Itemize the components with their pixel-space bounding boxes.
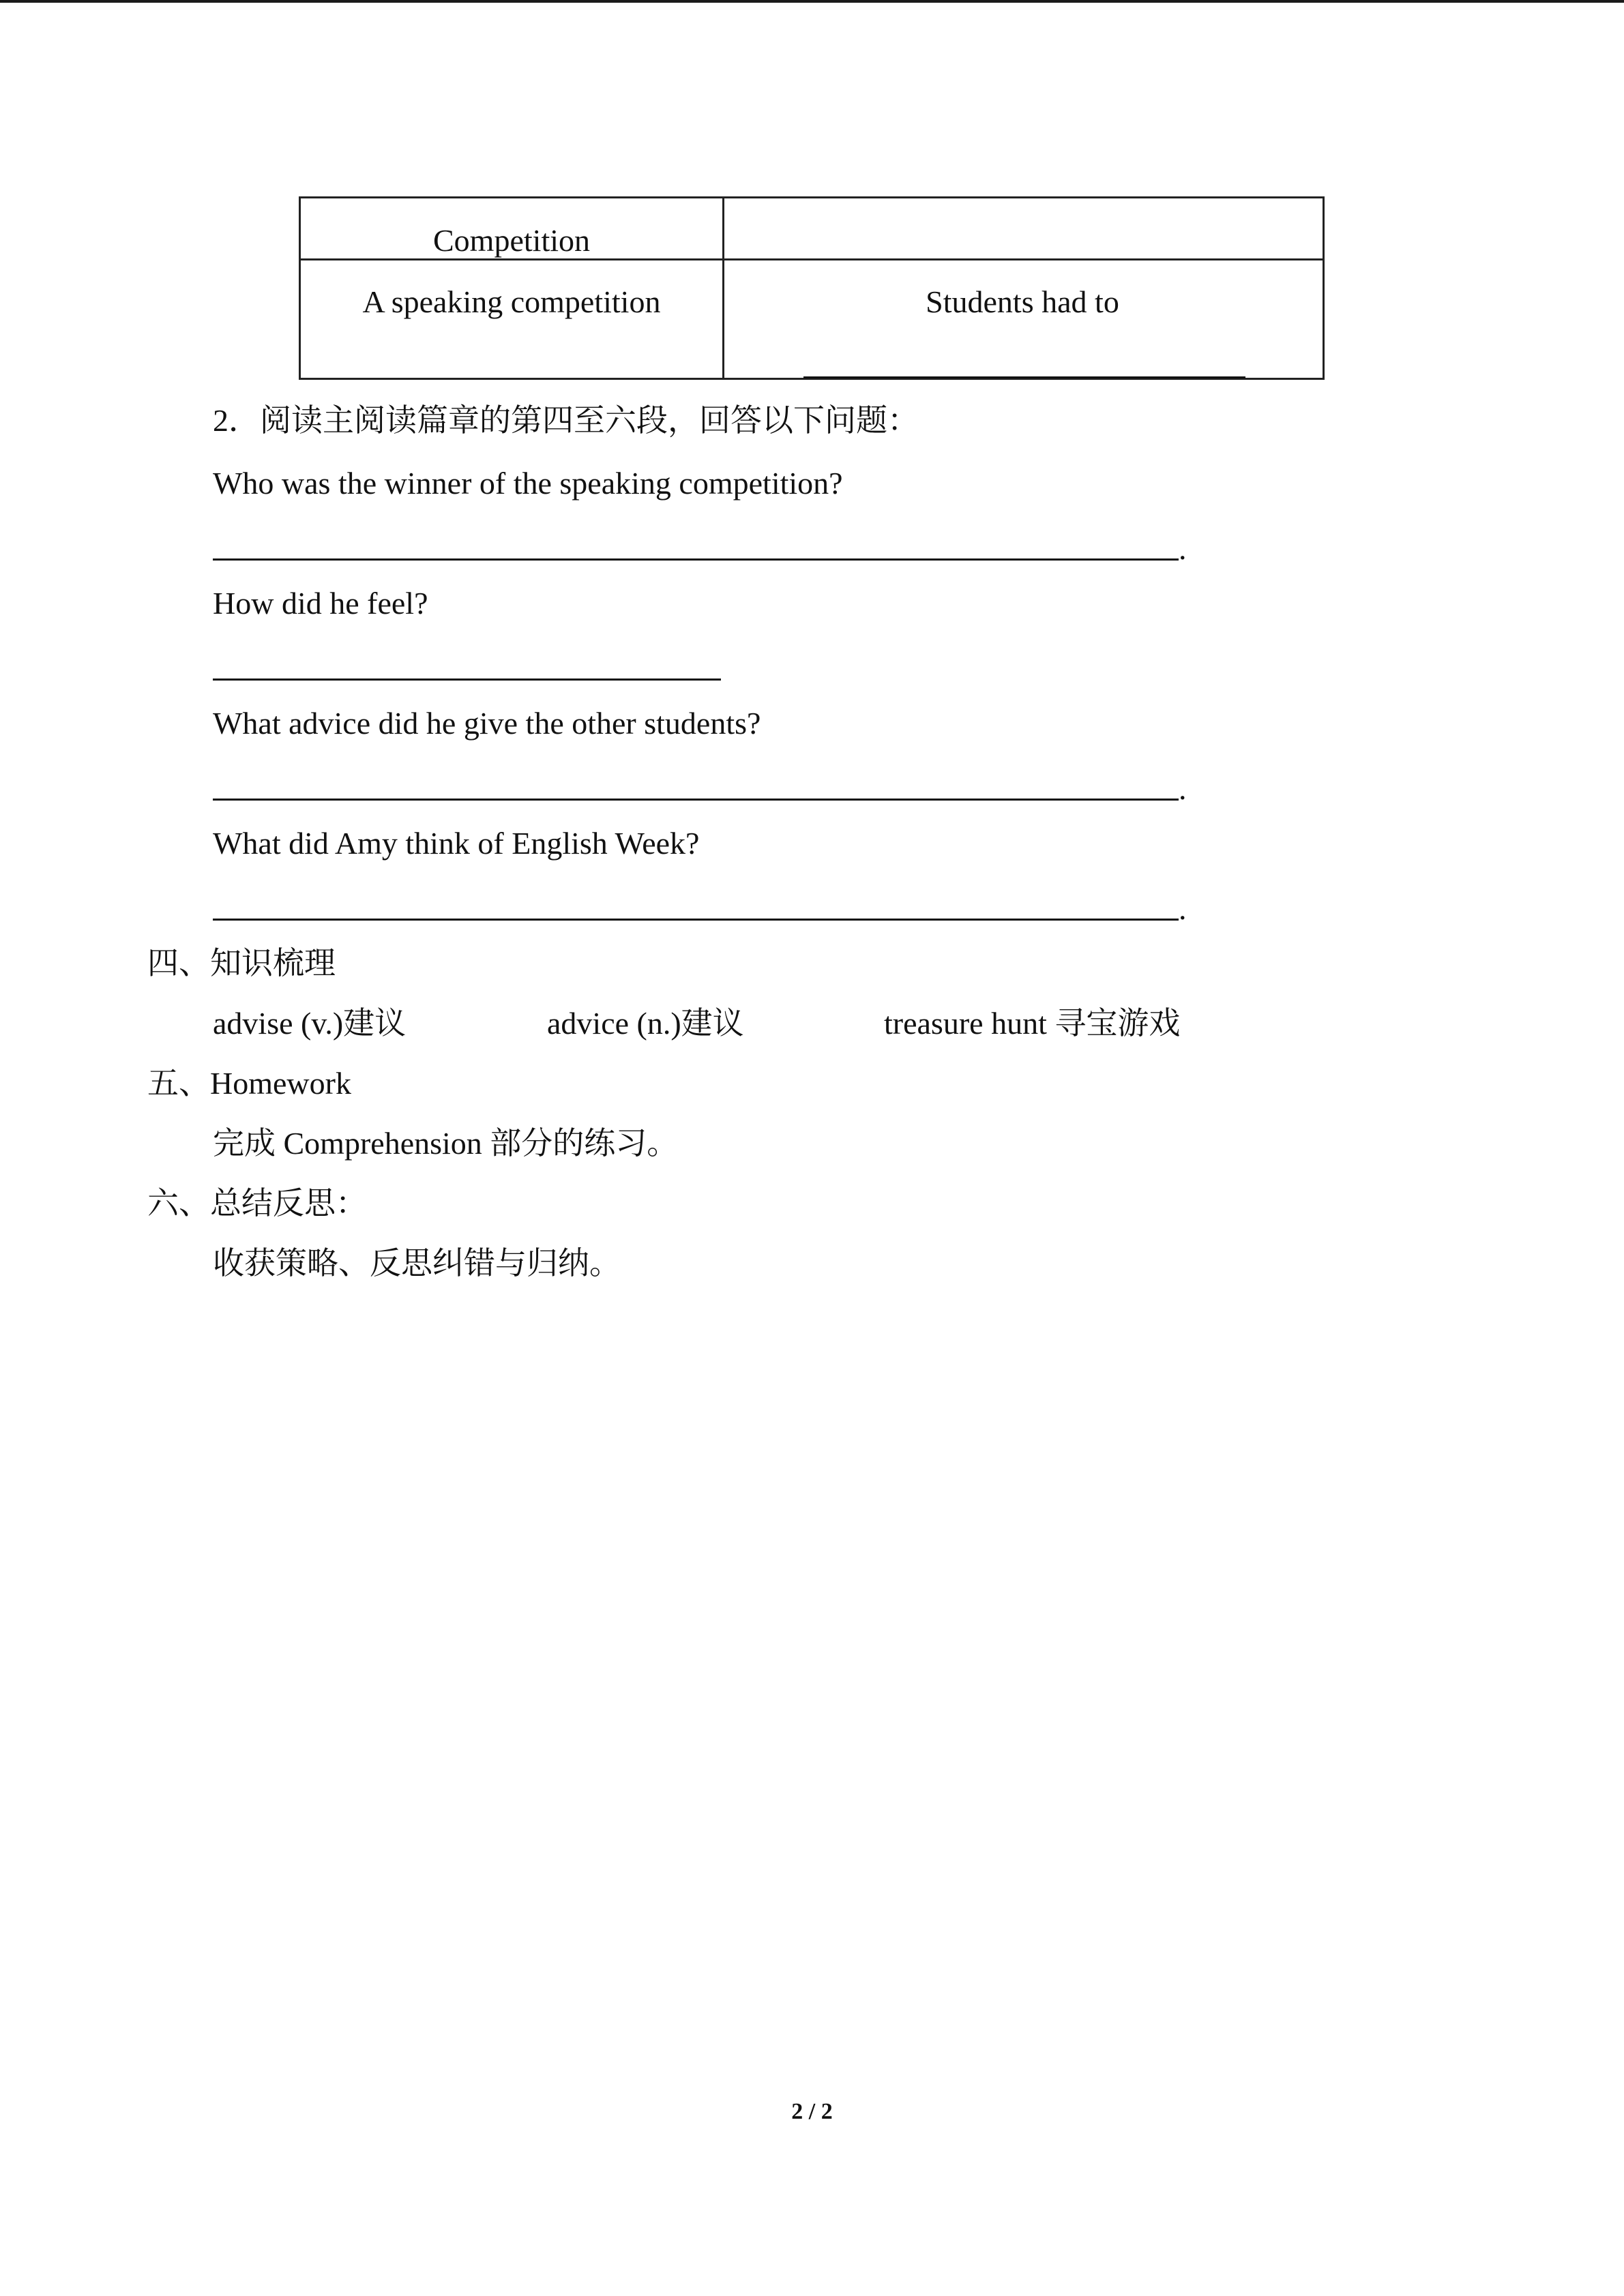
question-1: Who was the winner of the speaking competition? bbox=[213, 466, 843, 501]
section-6-heading: 六、总结反思： bbox=[147, 1186, 367, 1221]
answer-line-3-period: . bbox=[1179, 771, 1187, 806]
vocab-item-advice: advice (n.)建议 bbox=[547, 1006, 744, 1041]
section-4-heading: 四、知识梳理 bbox=[147, 946, 336, 981]
table-row-divider bbox=[301, 258, 1323, 260]
vocab-item-advise: advise (v.)建议 bbox=[213, 1006, 407, 1041]
table-answer-blank[interactable] bbox=[803, 376, 1245, 378]
table-cell-students-had-to: Students had to bbox=[926, 284, 1119, 319]
section-5-heading: 五、Homework bbox=[147, 1066, 351, 1101]
table-cell-competition-header: Competition bbox=[433, 223, 590, 258]
answer-line-1-period: . bbox=[1179, 531, 1187, 566]
vocab-item-treasure-hunt: treasure hunt 寻宝游戏 bbox=[884, 1006, 1181, 1041]
answer-line-1[interactable] bbox=[213, 558, 1179, 561]
reflection-content: 收获策略、反思纠错与归纳。 bbox=[213, 1246, 621, 1281]
page-number: 2 / 2 bbox=[791, 2099, 833, 2124]
answer-line-4[interactable] bbox=[213, 919, 1179, 921]
question-2: How did he feel? bbox=[213, 586, 428, 621]
table-cell-speaking-competition: A speaking competition bbox=[362, 284, 661, 319]
question-3: What advice did he give the other students? bbox=[213, 706, 761, 741]
section-2-heading: 2．阅读主阅读篇章的第四至六段，回答以下问题： bbox=[213, 403, 919, 438]
homework-content: 完成 Comprehension 部分的练习。 bbox=[213, 1126, 679, 1161]
page-top-border bbox=[0, 0, 1624, 3]
question-4: What did Amy think of English Week? bbox=[213, 826, 700, 861]
answer-line-3[interactable] bbox=[213, 799, 1179, 801]
answer-line-4-period: . bbox=[1179, 891, 1187, 926]
answer-line-2[interactable] bbox=[213, 679, 721, 681]
